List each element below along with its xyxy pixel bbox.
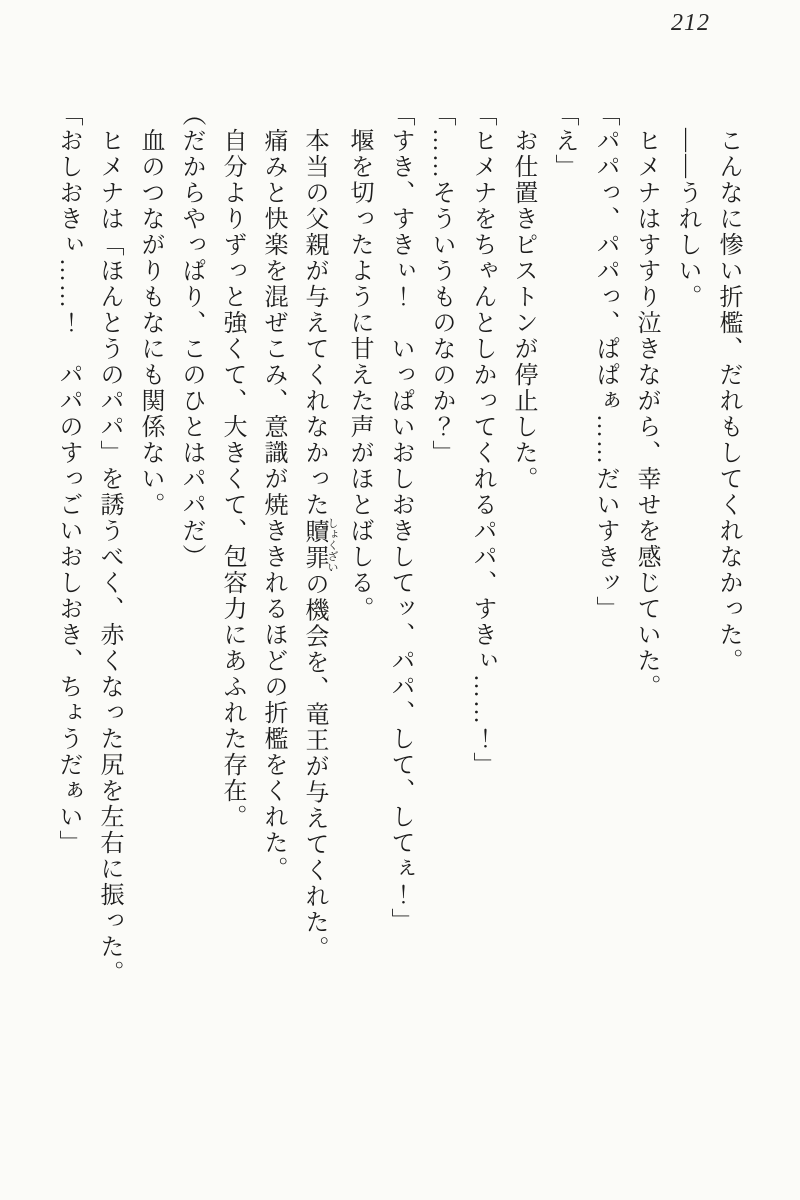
text-line: 自分よりずっと強くて、大きくて、包容力にあふれた存在。 xyxy=(219,128,245,830)
vertical-text-block xyxy=(47,102,748,1147)
text-line: ヒメナは「ほんとうのパパ」を誘うべく、赤くなった尻を左右に振った。 xyxy=(96,128,122,986)
page-number: 212 xyxy=(671,10,710,36)
text-line: 「……そういうものなのか？」 xyxy=(428,102,454,466)
text-line: こんなに惨い折檻、だれもしてくれなかった。 xyxy=(715,128,741,674)
text-segment: 本当の父親が与えてくれなかった xyxy=(301,128,327,518)
ruby-furigana: しょくざい xyxy=(326,517,338,573)
text-line: 「え」 xyxy=(551,102,577,180)
ruby-base: 贖罪 xyxy=(301,517,327,573)
text-line: ヒメナはすすり泣きながら、幸せを感じていた。 xyxy=(633,128,659,700)
text-segment: の機会を、竜王が与えてくれた。 xyxy=(301,571,327,962)
ruby-annotated-word xyxy=(301,517,338,573)
text-line: 「すき、すきぃ！ いっぱいおしおきしてッ、パパ、して、してぇ！」 xyxy=(387,102,413,934)
text-line: 血のつながりもなにも関係ない。 xyxy=(137,128,163,518)
text-line: 「ヒメナをちゃんとしかってくれるパパ、すきぃ……！」 xyxy=(469,102,495,778)
text-line: （だからやっぱり、このひとはパパだ） xyxy=(178,102,204,570)
text-line: 「パパっ、パパっ、ぱぱぁ……だいすきッ」 xyxy=(592,102,618,622)
text-line: お仕置きピストンが停止した。 xyxy=(510,128,536,492)
text-line: ――うれしい。 xyxy=(674,128,700,310)
text-line: 痛みと快楽を混ぜこみ、意識が焼ききれるほどの折檻をくれた。 xyxy=(260,128,286,882)
text-line xyxy=(293,102,338,1147)
text-line: 堰を切ったように甘えた声がほとばしる。 xyxy=(346,128,372,622)
text-line: 「おしおきぃ……！ パパのすっごいおしおき、ちょうだぁい」 xyxy=(55,102,81,856)
